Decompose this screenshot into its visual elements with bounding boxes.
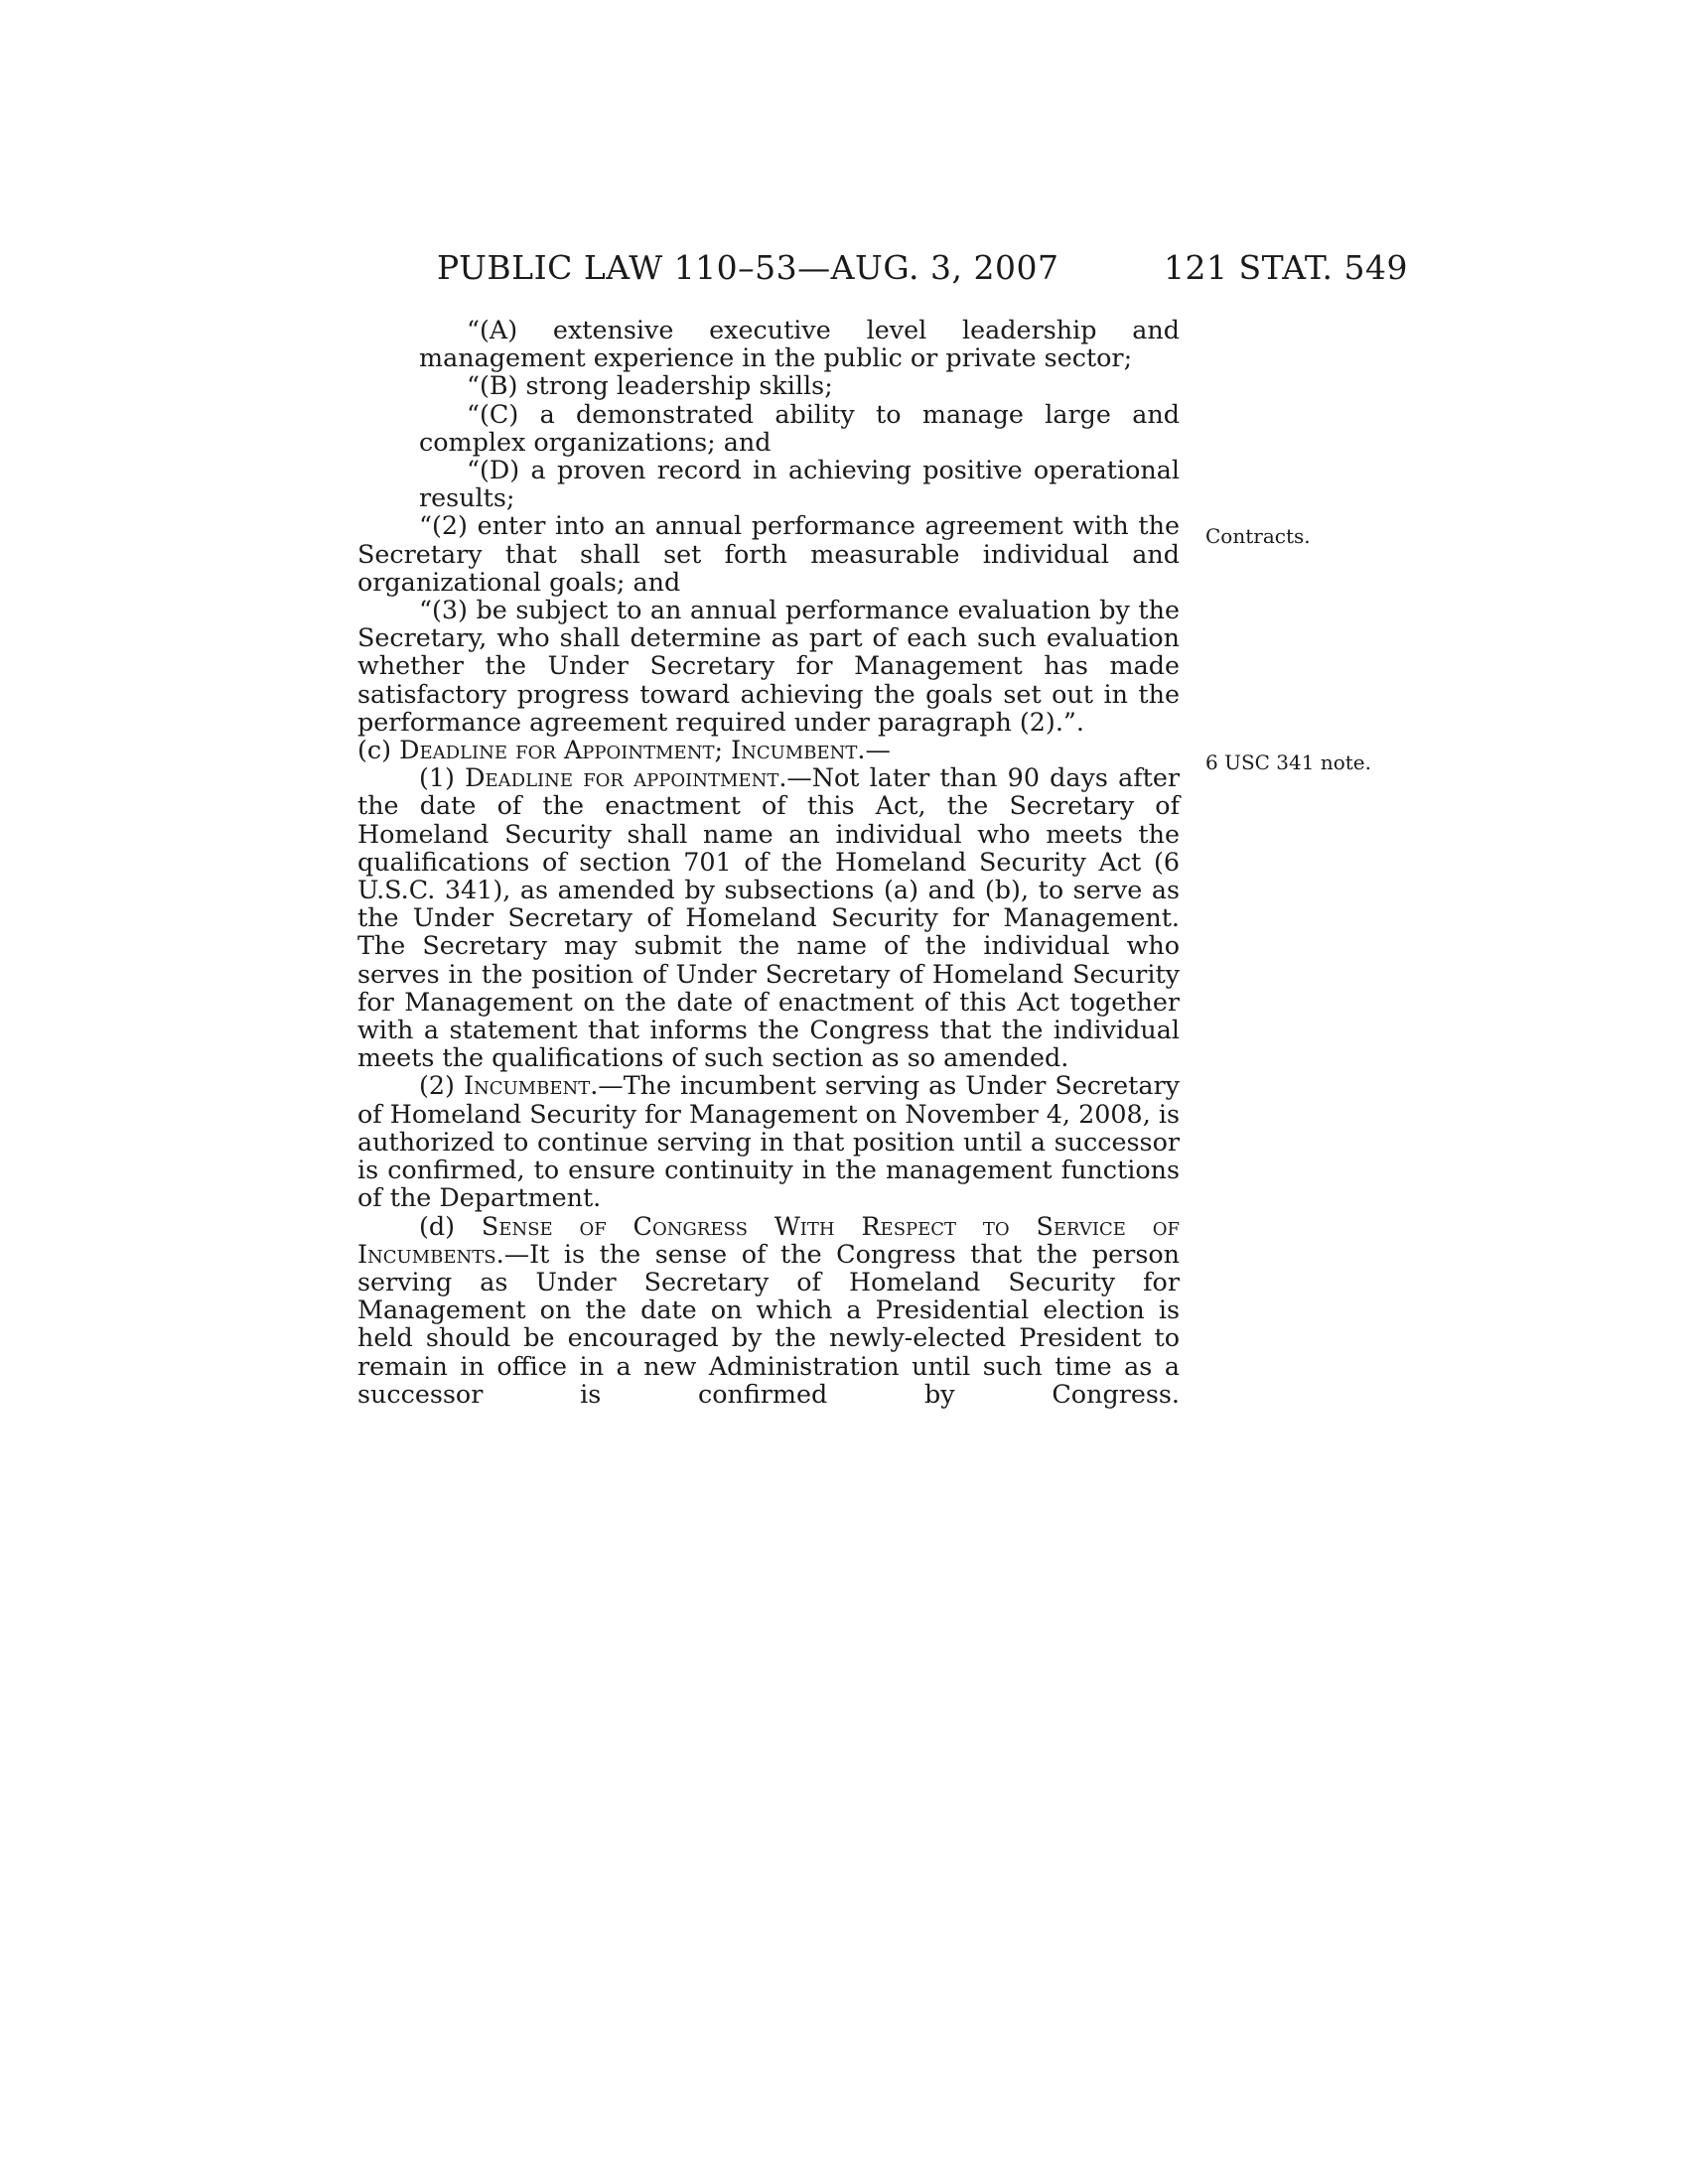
clause-c: “(C) a demonstrated ability to manage large and complex organizations; and — [419, 398, 1180, 457]
paragraph-c2-heading: Incumbent. — [463, 1070, 599, 1101]
document-body — [357, 316, 1180, 1408]
subsection-c-heading — [357, 736, 1180, 763]
running-header-stat: 121 STAT. 549 — [1164, 248, 1408, 287]
subsection-c-number: (c) — [357, 735, 392, 765]
paragraph-2: “(2) enter into an annual performance agreement with the Secretary that shall set forth measurable individual and organizational goals; and — [357, 510, 1180, 597]
subsection-d-heading: Sense of Congress With Respect to Service of Incumbents. — [357, 1210, 1180, 1269]
margin-note-contracts: Contracts. — [1205, 524, 1311, 548]
subsection-d-number: (d) — [419, 1210, 456, 1241]
margin-note-usc: 6 USC 341 note. — [1205, 751, 1371, 774]
paragraph-c2-text: —The incumbent serving as Under Secretary of Homeland Security for Management on November 4, 2008, is authorized to continue serving in that position until a successor is confirmed, to ensure continuity in the management functions of the Department. — [357, 1070, 1180, 1213]
paragraph-c1 — [357, 763, 1180, 1071]
subsection-d — [357, 1212, 1180, 1408]
subsection-d-text: —It is the sense of the Congress that the person serving as Under Secretary of Homeland Security for Management on the date on which a Presidential election is held should be encouraged by the newly-elected President to remain in office in a new Administration until such time as a successor is confirmed by Congress. — [357, 1238, 1180, 1409]
paragraph-c1-heading: Deadline for appointment. — [465, 762, 787, 793]
subsection-c-title: Deadline for Appointment; Incumbent. — [399, 735, 866, 765]
paragraph-c2 — [357, 1071, 1180, 1211]
paragraph-3: “(3) be subject to an annual performance evaluation by the Secretary, who shall determine as part of each such evaluation whether the Under Secretary for Management has made satisfactory progress toward achieving the goals set out in the performance agreement required under paragraph (2).”. — [357, 595, 1180, 737]
subsection-c-dash: — — [865, 735, 891, 765]
clause-d: “(D) a proven record in achieving positive operational results; — [419, 455, 1180, 513]
paragraph-c1-text: —Not later than 90 days after the date of the enactment of this Act, the Secretary of Homeland Security shall name an individual who meets the qualifications of section 701 of the Homeland Security Act (6 U.S.C. 341), as amended by subsections (a) and (b), to serve as the Under Secretary of Homeland Security for Management. The Secretary may submit the name of the individual who serves in the position of Under Secretary of Homeland Security for Management on the date of enactment of this Act together with a statement that informs the Congress that the individual meets the qualifications of such section as so amended. — [357, 762, 1180, 1073]
paragraph-c2-number: (2) — [419, 1070, 455, 1101]
clause-a: “(A) extensive executive level leadership and management experience in the public or private sector; — [419, 315, 1180, 373]
running-header-law: PUBLIC LAW 110–53—AUG. 3, 2007 — [437, 248, 1059, 287]
clause-b: “(B) strong leadership skills; — [467, 370, 833, 401]
paragraph-c1-number: (1) — [419, 762, 455, 793]
